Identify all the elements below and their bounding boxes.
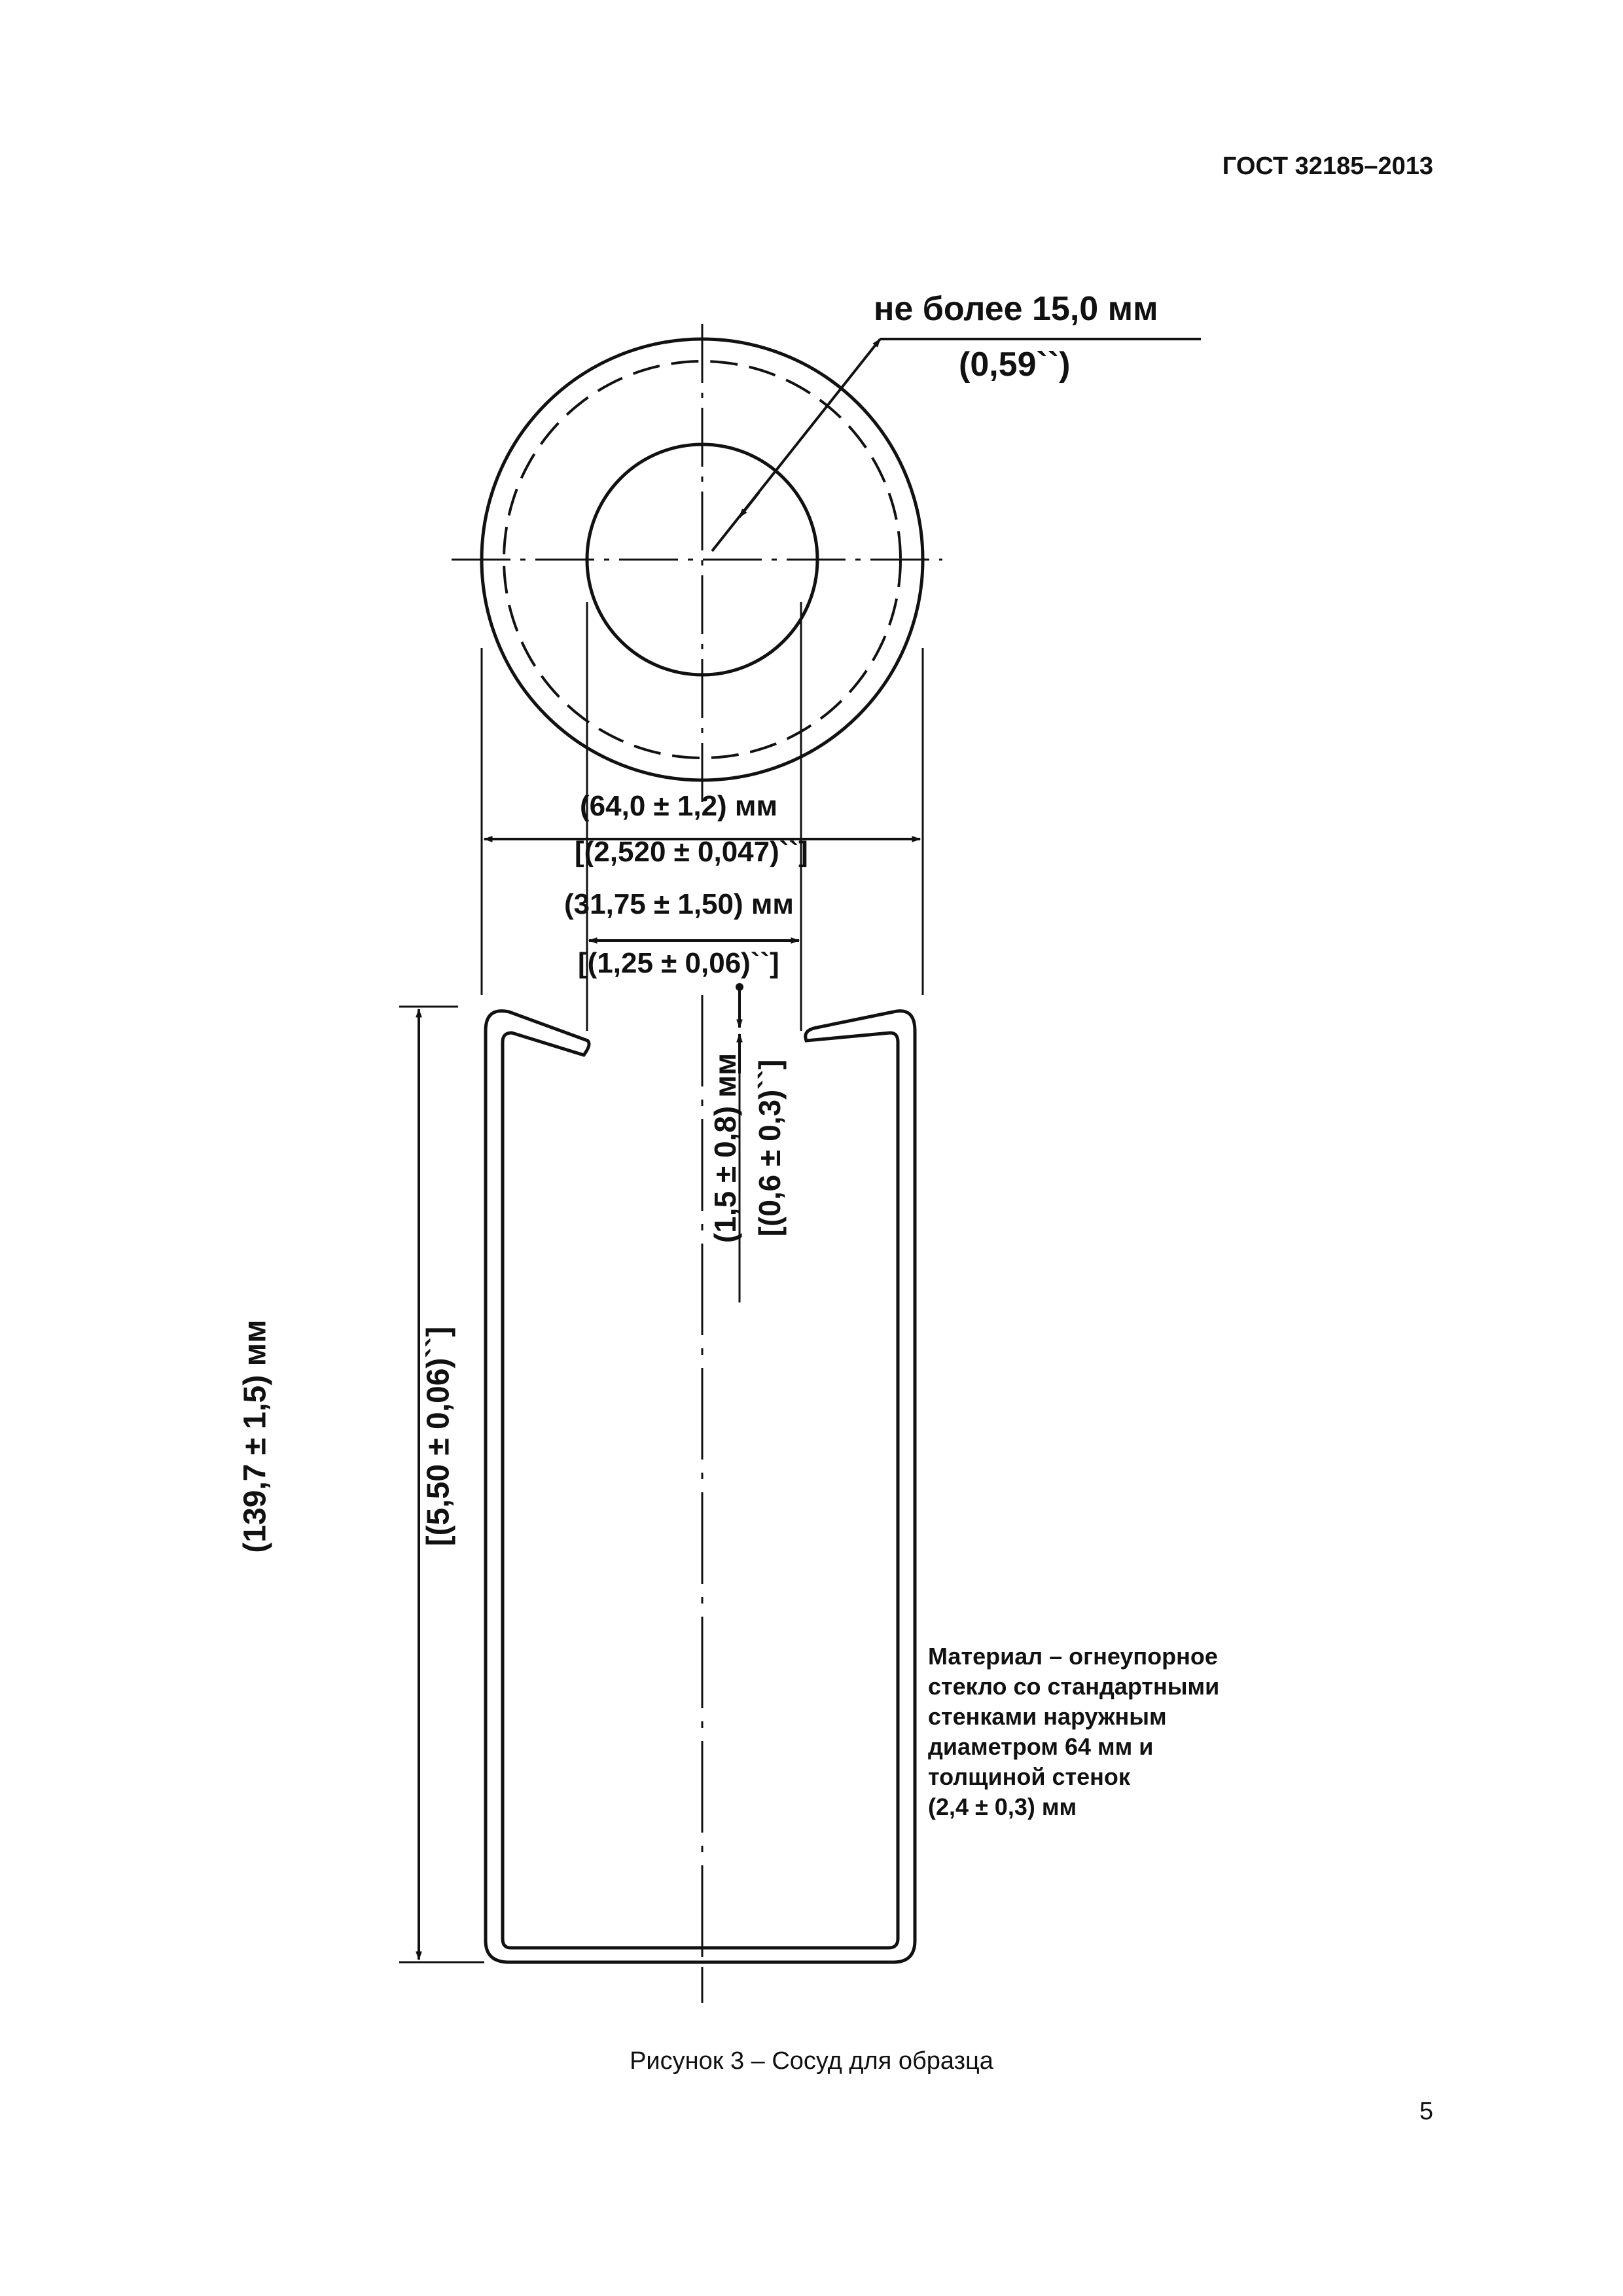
vessel-left-wall — [486, 1011, 915, 1962]
page-number: 5 — [1419, 2098, 1433, 2125]
bottom-thickness-mm-label: (1,5 ± 0,8) мм — [708, 1052, 742, 1244]
figure-caption: Рисунок 3 – Сосуд для образца — [630, 2047, 993, 2075]
material-note — [928, 1641, 1347, 1822]
wall-thickness-in-label: (0,59``) — [959, 346, 1071, 384]
document-header: ГОСТ 32185–2013 — [1222, 152, 1433, 180]
height-mm-label: (139,7 ± 1,5) мм — [238, 1319, 273, 1553]
outer-diameter-mm-label: (64,0 ± 1,2) мм — [580, 790, 778, 822]
wall-leader-line — [712, 339, 880, 551]
note-line: стенками наружным — [928, 1703, 1167, 1730]
wall-thickness-mm-label: не более 15,0 мм — [874, 290, 1158, 328]
note-line: диаметром 64 мм и — [928, 1733, 1154, 1760]
inner-diameter-mm-label: (31,75 ± 1,50) мм — [564, 888, 794, 920]
note-line: толщиной стенок — [928, 1763, 1130, 1790]
note-line: Материал – огнеупорное — [928, 1643, 1218, 1670]
note-line: (2,4 ± 0,3) мм — [928, 1793, 1077, 1820]
top-view — [452, 324, 1201, 805]
side-view — [486, 995, 915, 2003]
wall-leader-arrow-inner — [740, 492, 759, 517]
height-in-label: [(5,50 ± 0,06)``] — [421, 1326, 456, 1547]
outer-diameter-in-label: [(2,520 ± 0,047)``] — [575, 836, 808, 868]
note-line: стекло со стандартными — [928, 1673, 1220, 1700]
bottom-thickness-in-label: [(0,6 ± 0,3)``] — [753, 1059, 787, 1237]
inner-diameter-in-label: [(1,25 ± 0,06)``] — [578, 947, 779, 979]
